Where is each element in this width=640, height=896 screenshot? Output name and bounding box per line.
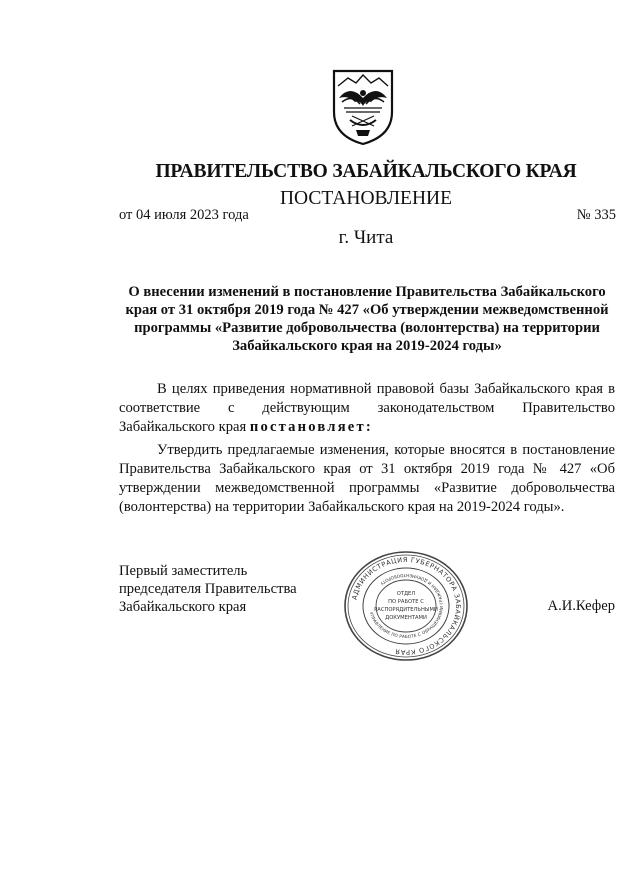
stamp-center-line: ОТДЕЛ — [396, 591, 416, 597]
resolution-paragraph: Утвердить предлагаемые изменения, которые вносятся в постановление Правительства Забайкальского края от 31 октября 2019 года № 427 «Об утверждении межведомственной программы «Развитие добровольчества (волонтерства) на территории Забайкальского края на 2019-2024 годы». — [119, 442, 615, 515]
signer-position-line: председателя Правительства — [119, 581, 297, 597]
coat-of-arms-icon — [330, 68, 396, 146]
stamp-inner-ring-text: УПРАВЛЕНИЕ ПО РАБОТЕ С ОБРАЩЕНИЯМИ ГРАЖДАН И ДОКУМЕНТООБОРОТУ — [368, 572, 445, 640]
coat-of-arms-emblem — [330, 68, 396, 146]
stamp-outer-text: АДМИНИСТРАЦИЯ ГУБЕРНАТОРА ЗАБАЙКАЛЬСКОГО КРАЯ — [350, 555, 463, 657]
signer-name: А.И.Кефер — [547, 598, 615, 614]
official-stamp — [342, 550, 470, 662]
stamp-center-line: ДОКУМЕНТАМИ — [385, 615, 427, 621]
document-date: от 04 июля 2023 года — [119, 207, 249, 223]
preamble-text: В целях приведения нормативной правовой базы Забайкальского края в соответствие с действующим законодательством Правительство Забайкальского края — [119, 381, 615, 435]
document-subject: О внесении изменений в постановление Правительства Забайкальского края от 31 октября 2019 года № 427 «Об утверждении межведомственной программы «Развитие добровольчества (волонтерства) на территории Забайкальского края на 2019-2024 годы» — [125, 284, 609, 354]
svg-text:АДМИНИСТРАЦИЯ ГУБЕРНАТОРА ЗАБА — [351, 556, 463, 656]
svg-text:УПРАВЛЕНИЕ ПО РАБОТЕ С ОБРАЩЕН — [369, 573, 444, 639]
signer-position — [119, 562, 297, 616]
stamp-center-line: ПО РАБОТЕ С — [388, 599, 424, 605]
signer-position-line: Забайкальского края — [119, 599, 247, 615]
document-city: г. Чита — [338, 227, 394, 248]
organization-title: ПРАВИТЕЛЬСТВО ЗАБАЙКАЛЬСКОГО КРАЯ — [155, 161, 577, 182]
signer-position-line: Первый заместитель — [119, 563, 248, 579]
document-number: № 335 — [576, 207, 616, 223]
stamp-center-line: РАСПОРЯДИТЕЛЬНЫМИ — [374, 607, 438, 613]
decree-word: постановляет: — [249, 419, 373, 435]
preamble-paragraph — [119, 380, 615, 437]
document-type: ПОСТАНОВЛЕНИЕ — [279, 188, 453, 209]
stamp-seal-icon — [342, 550, 470, 662]
